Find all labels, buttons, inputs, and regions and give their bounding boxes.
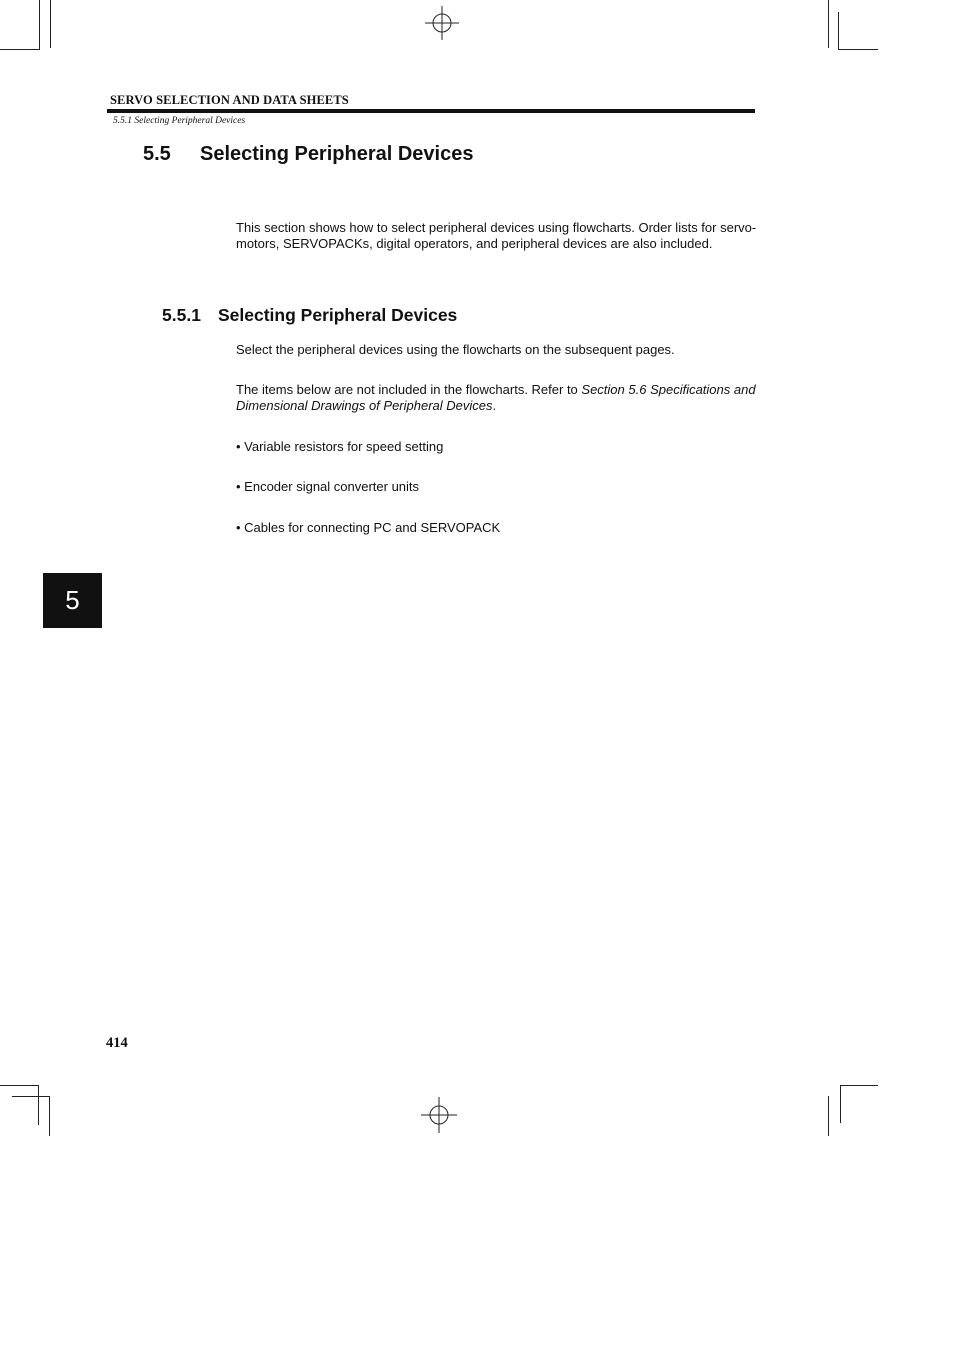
crop-mark (49, 1096, 50, 1136)
crop-mark (838, 12, 839, 50)
section-heading (143, 143, 473, 166)
list-item: • Encoder signal converter units (236, 479, 420, 494)
crop-mark (840, 1085, 841, 1123)
list-item: • Cables for connecting PC and SERVOPACK (236, 520, 501, 535)
subsection-heading (162, 305, 457, 326)
section-link[interactable]: Section 5.6 Specifications and Dimensional Drawings of Peripheral Devices (236, 382, 756, 413)
select-paragraph: Select the peripheral devices using the flowcharts on the subsequent pages. (236, 342, 675, 357)
header-rule (107, 109, 755, 113)
crop-mark (0, 49, 40, 50)
crop-mark (828, 1096, 829, 1136)
crop-mark (838, 49, 878, 50)
chapter-tab: 5 (43, 573, 102, 628)
registration-mark-icon (425, 6, 459, 40)
intro-paragraph: This section shows how to select peripheral devices using flowcharts. Order lists for servo-motors, SERVOPACKs, digital operators, and peripheral devices are also included. (236, 220, 757, 251)
reference-paragraph (236, 382, 758, 414)
list-item: • Variable resistors for speed setting (236, 439, 444, 454)
section-number: 5.5 (143, 143, 171, 165)
reference-text: The items below are not included in the flowcharts. Refer to (236, 382, 582, 397)
reference-suffix: . (492, 398, 497, 413)
crop-mark (840, 1085, 878, 1086)
subsection-number: 5.5.1 (162, 305, 201, 325)
section-title: Selecting Peripheral Devices (200, 143, 474, 165)
crop-mark (0, 1085, 38, 1086)
registration-mark-icon (421, 1097, 457, 1133)
crop-mark (50, 0, 51, 48)
crop-mark (39, 0, 40, 50)
crop-mark (828, 0, 829, 48)
running-header: SERVO SELECTION AND DATA SHEETS (110, 93, 349, 107)
crop-mark (38, 1085, 39, 1125)
page-number: 414 (106, 1035, 128, 1051)
crop-mark (12, 1096, 50, 1097)
subsection-title: Selecting Peripheral Devices (218, 305, 458, 325)
section-reference: 5.5.1 Selecting Peripheral Devices (113, 116, 246, 126)
